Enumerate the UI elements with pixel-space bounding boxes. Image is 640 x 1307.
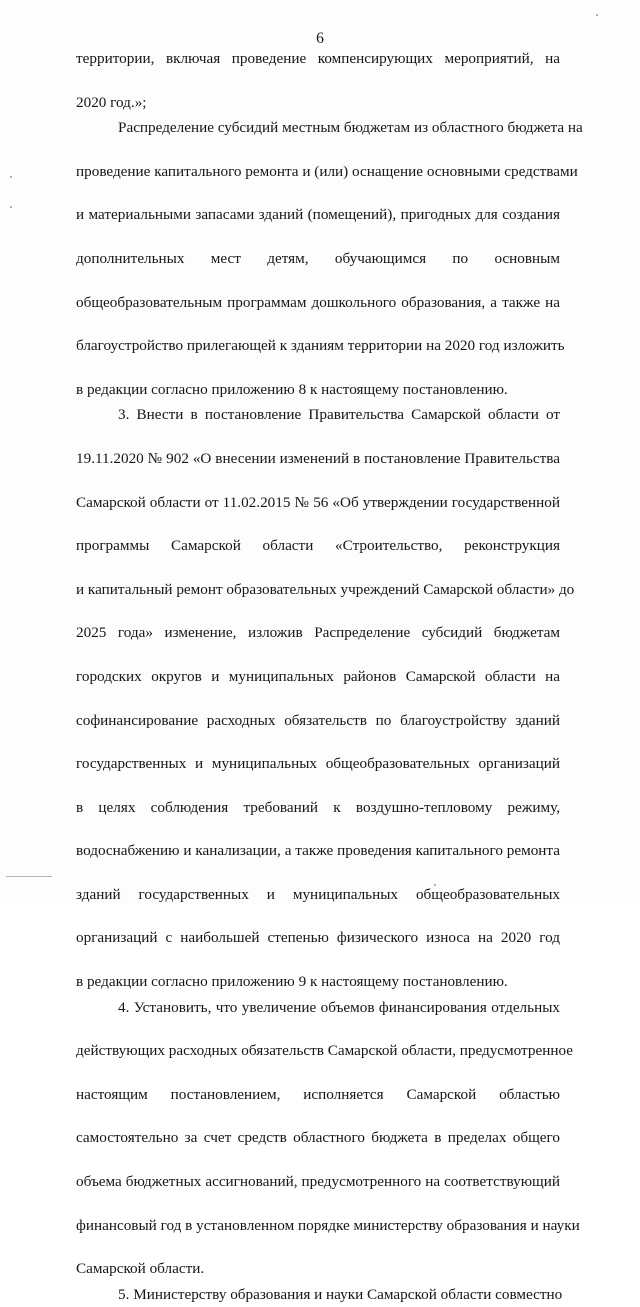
body-text (76, 46, 583, 1307)
text-line: и капитальный ремонт образовательных учреждений Самарской области» до (76, 580, 575, 598)
text-line: и материальными запасами зданий (помещений), пригодных для создания (76, 206, 560, 224)
text-line: Самарской области от 11.02.2015 № 56 «Об утверждении государственной (76, 493, 560, 511)
paragraph (76, 1282, 563, 1307)
text-line: объема бюджетных ассигнований, предусмотренного на соответствующий (76, 1173, 560, 1191)
text-line: 2025 года» изменение, изложив Распределение субсидий бюджетам (76, 624, 560, 642)
text-line: в редакции согласно приложению 8 к настоящему постановлению. (76, 380, 508, 398)
text-line: самостоятельно за счет средств областного бюджета в пределах общего (76, 1129, 560, 1147)
text-line: водоснабжению и канализации, а также проведения капитального ремонта (76, 842, 560, 860)
text-line: зданий государственных и муниципальных общеобразовательных (76, 885, 560, 903)
text-line: организаций с наибольшей степенью физического износа на 2020 год (76, 929, 560, 947)
text-line: финансовый год в установленном порядке министерству образования и науки (76, 1216, 580, 1234)
text-line: 4. Установить, что увеличение объемов финансирования отдельных (118, 998, 560, 1016)
page-number: 6 (316, 30, 324, 47)
text-line: благоустройство прилегающей к зданиям территории на 2020 год изложить (76, 337, 565, 355)
text-line: городских округов и муниципальных районов Самарской области на (76, 667, 560, 685)
paragraph (76, 402, 575, 994)
text-line: настоящим постановлением, исполняется Самарской областью (76, 1085, 560, 1103)
text-line: проведение капитального ремонта и (или) оснащение основными средствами (76, 162, 578, 180)
text-line: общеобразовательным программам дошкольного образования, а также на (76, 293, 560, 311)
text-line: Распределение субсидий местным бюджетам из областного бюджета на (118, 119, 583, 137)
text-line: софинансирование расходных обязательств по благоустройству зданий (76, 711, 560, 729)
text-line: территории, включая проведение компенсирующих мероприятий, на (76, 50, 560, 67)
text-line: 19.11.2020 № 902 «О внесении изменений в постановление Правительства (76, 449, 560, 467)
text-line: 3. Внести в постановление Правительства Самарской области от (118, 406, 560, 424)
text-line: программы Самарской области «Строительство, реконструкция (76, 537, 560, 555)
text-line: 2020 год.»; (76, 93, 147, 111)
text-line: Самарской области. (76, 1260, 205, 1278)
scan-speck (596, 14, 598, 16)
text-line: государственных и муниципальных общеобразовательных организаций (76, 755, 560, 773)
paragraph (76, 46, 560, 115)
text-line: в целях соблюдения требований к воздушно-тепловому режиму, (76, 798, 560, 816)
paragraph (76, 115, 583, 402)
text-line: 5. Министерству образования и науки Самарской области совместно (118, 1285, 563, 1303)
scan-speck (434, 884, 436, 886)
text-line: дополнительных мест детям, обучающимся по основным (76, 249, 560, 267)
scan-speck (10, 176, 12, 178)
text-line: действующих расходных обязательств Самарской области, предусмотренное (76, 1042, 573, 1060)
paragraph (76, 995, 580, 1282)
scan-speck (10, 206, 12, 208)
scan-edge-mark (6, 876, 52, 877)
text-line: в редакции согласно приложению 9 к настоящему постановлению. (76, 973, 508, 991)
